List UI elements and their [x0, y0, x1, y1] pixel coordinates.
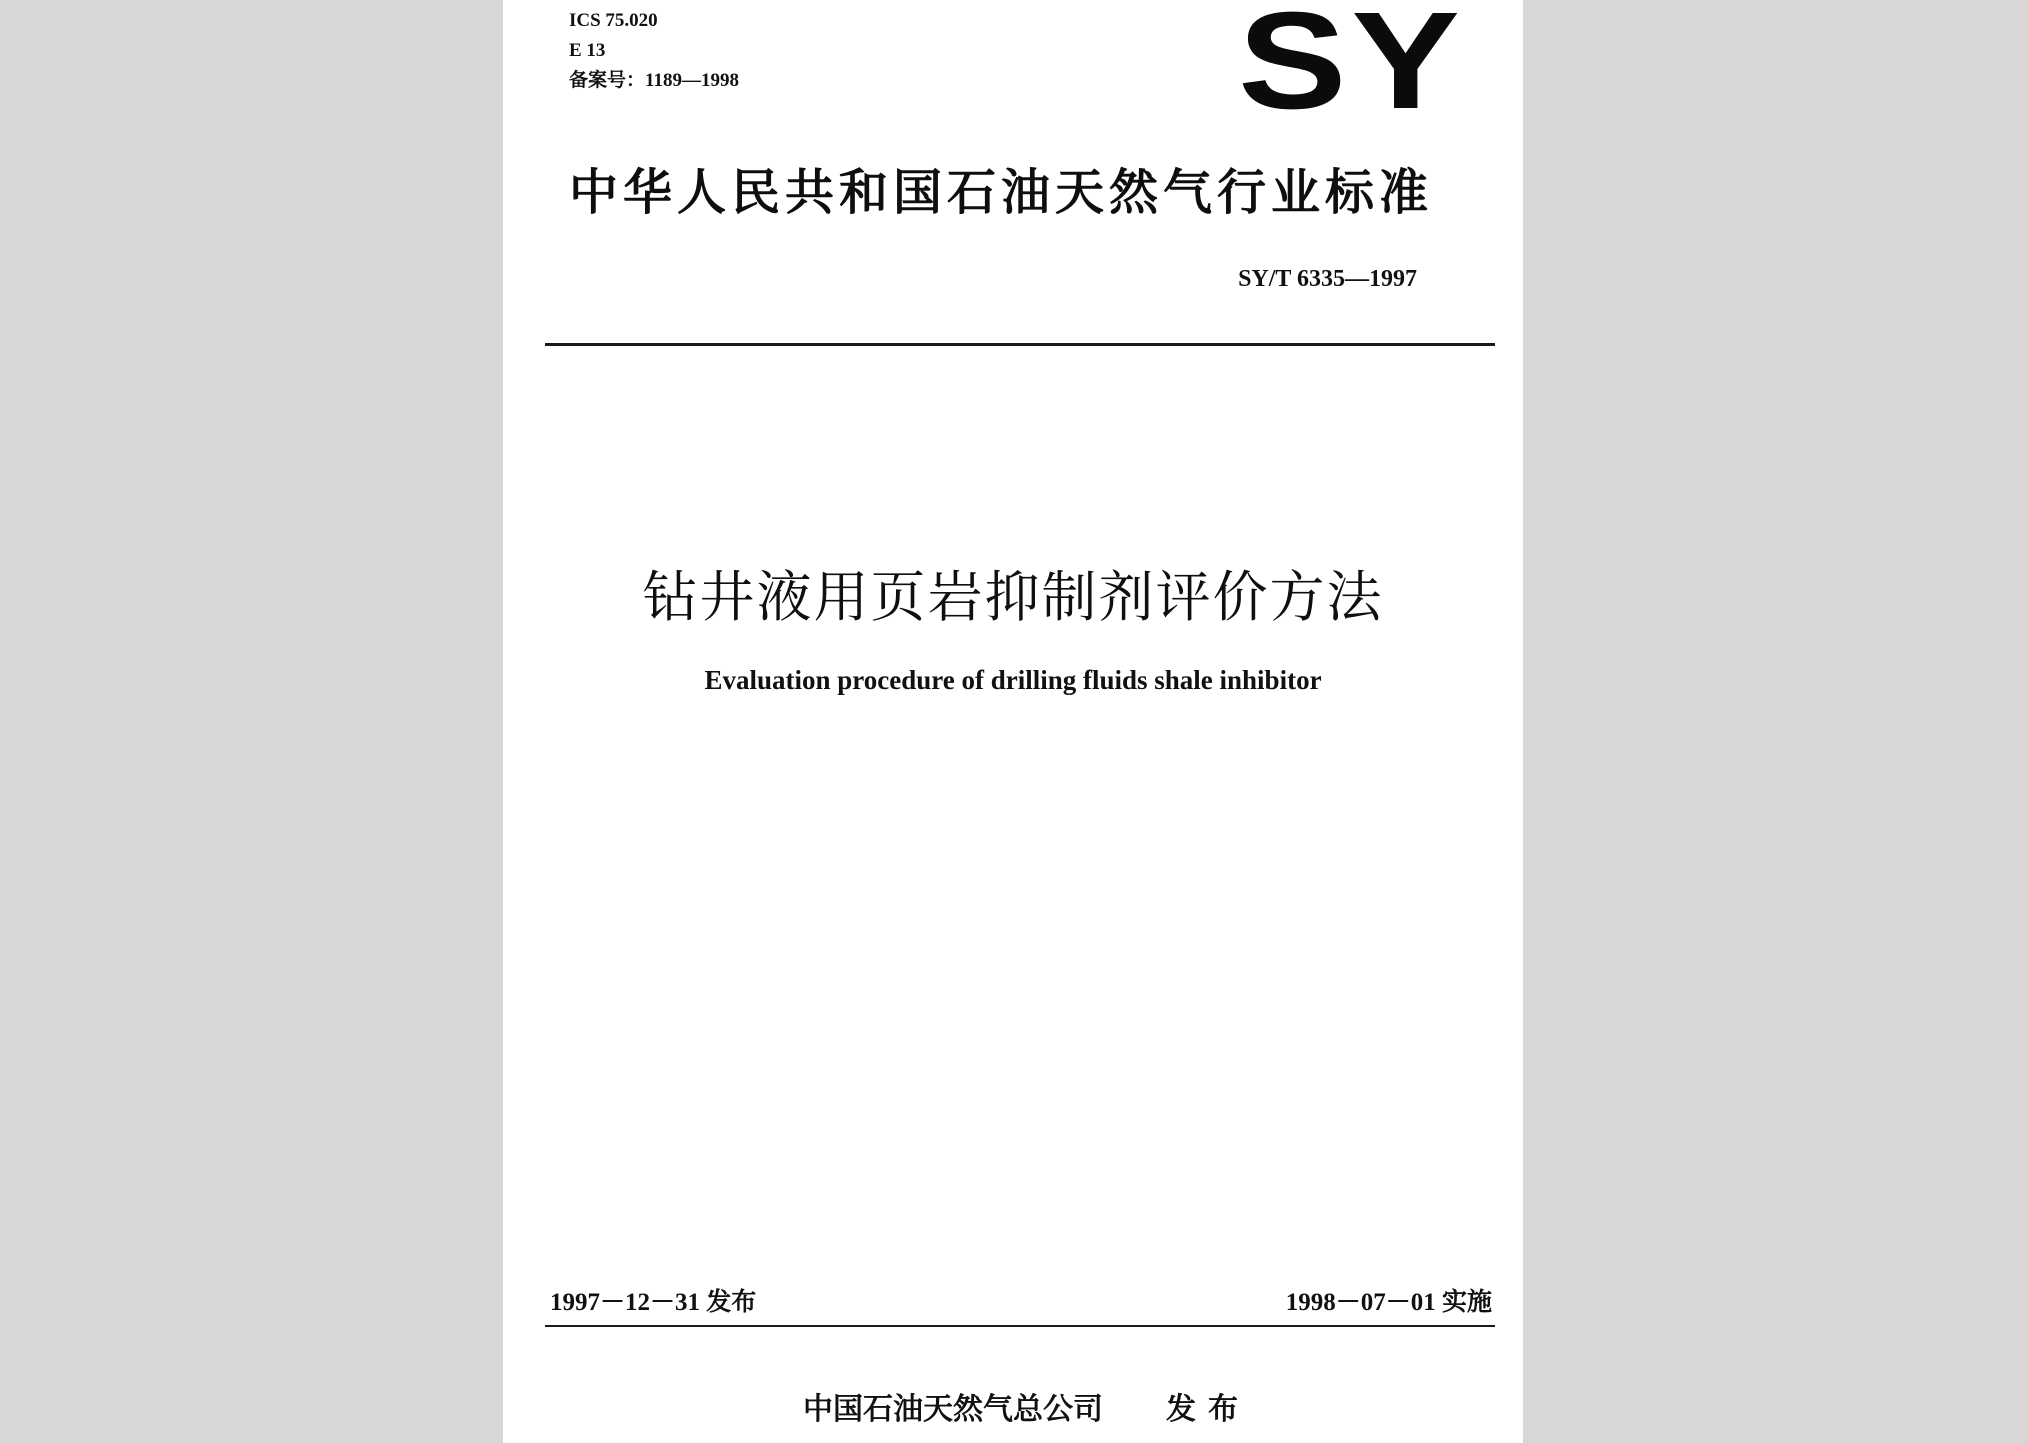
classification-block: [569, 6, 739, 96]
ics-code: ICS 75.020: [569, 10, 658, 31]
sy-logo: SY: [1238, 0, 1465, 138]
issue-date: 1997－12－31 发布: [550, 1289, 757, 1316]
industry-standard-title: 中华人民共和国石油天然气行业标准: [569, 164, 1434, 221]
document-page: [503, 0, 1523, 1443]
publisher-name: 中国石油天然气总公司: [803, 1392, 1103, 1427]
record-number: 备案号：1189—1998: [569, 70, 739, 91]
document-title-english: Evaluation procedure of drilling fluids shale inhibitor: [704, 665, 1322, 695]
standard-number: SY/T 6335—1997: [1238, 266, 1417, 292]
publish-label: 发布: [1166, 1392, 1250, 1427]
top-divider: [545, 343, 1495, 346]
category-code: E 13: [569, 40, 606, 61]
document-title-chinese: 钻井液用页岩抑制剂评价方法: [642, 565, 1384, 629]
bottom-divider: [545, 1325, 1495, 1327]
implementation-date: 1998－07－01 实施: [1285, 1289, 1492, 1316]
